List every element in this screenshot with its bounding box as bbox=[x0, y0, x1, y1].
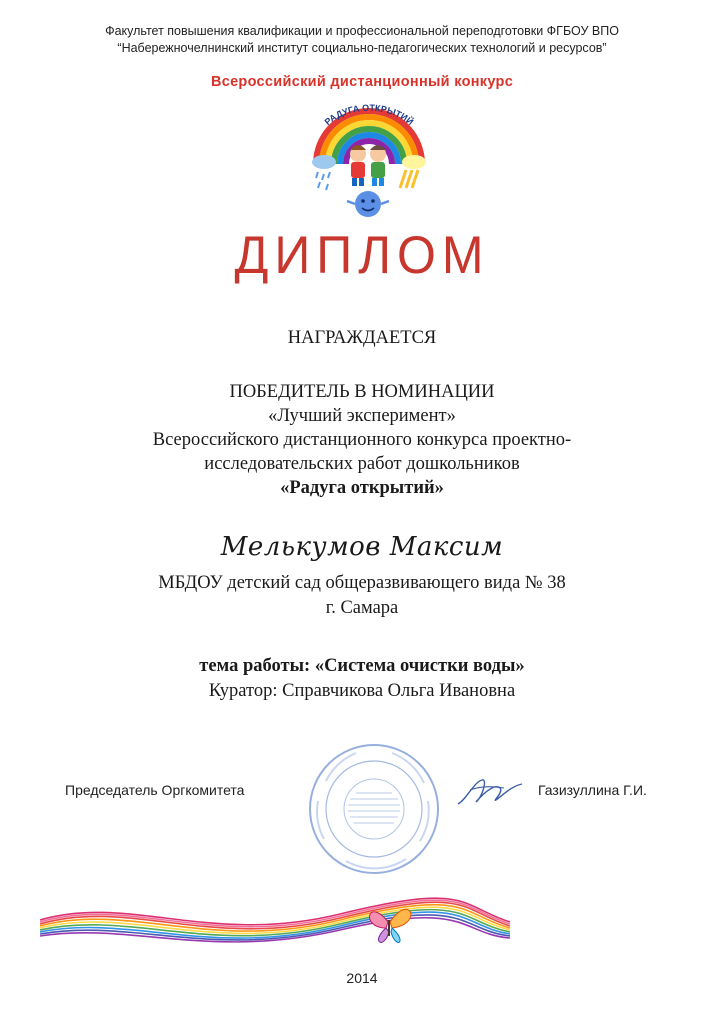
recipient-organization: МБДОУ детский сад общеразвивающего вида № 38 bbox=[158, 573, 566, 593]
nomination-label: «Лучший эксперимент» bbox=[268, 406, 456, 426]
rainbow-children-logo-icon bbox=[306, 96, 432, 224]
chairman-name: Газизуллина Г.И. bbox=[538, 782, 647, 798]
year-label: 2014 bbox=[346, 970, 378, 986]
header-institution-line2: “Набережночелнинский институт социально-педагогических технологий и ресурсов” bbox=[117, 41, 607, 55]
awarded-label: НАГРАЖДАЕТСЯ bbox=[287, 328, 437, 348]
round-stamp-icon bbox=[306, 741, 442, 877]
handwritten-signature-icon bbox=[452, 772, 530, 812]
recipient-name: Мелькумов Максим bbox=[220, 532, 504, 562]
curator-label: Куратор: Справчикова Ольга Ивановна bbox=[208, 681, 516, 701]
contest-description-line1: Всероссийского дистанционного конкурса проектно- bbox=[152, 430, 572, 450]
contest-title: Всероссийский дистанционный конкурс bbox=[210, 74, 514, 90]
winner-label: ПОБЕДИТЕЛЬ В НОМИНАЦИИ bbox=[229, 382, 495, 402]
recipient-city: г. Самара bbox=[325, 598, 399, 618]
work-topic: тема работы: «Система очистки воды» bbox=[199, 656, 525, 676]
logo-arc-text: РАДУГА ОТКРЫТИЙ bbox=[322, 102, 416, 128]
diploma-title: ДИПЛОМ bbox=[234, 225, 490, 285]
contest-name: «Радуга открытий» bbox=[280, 478, 444, 498]
rainbow-ribbon-butterfly-icon bbox=[40, 880, 520, 960]
header-institution-line1: Факультет повышения квалификации и профессиональной переподготовки ФГБОУ ВПО bbox=[105, 24, 619, 38]
chairman-role-label: Председатель Оргкомитета bbox=[65, 782, 245, 798]
contest-description-line2: исследовательских работ дошкольников bbox=[204, 454, 520, 474]
